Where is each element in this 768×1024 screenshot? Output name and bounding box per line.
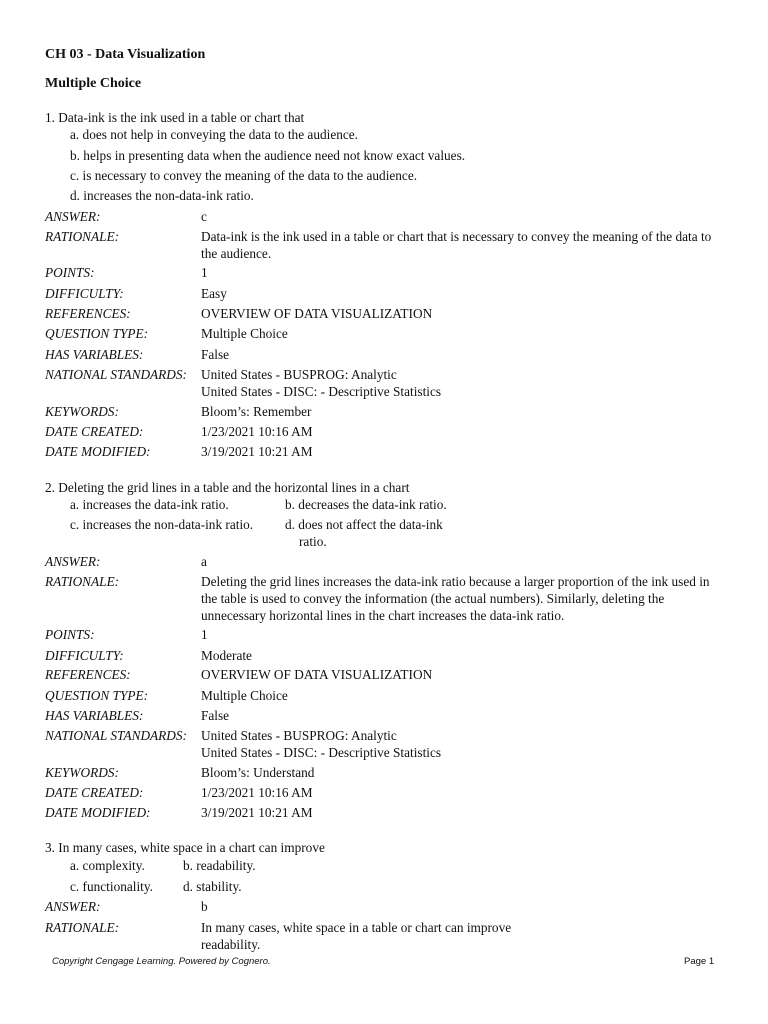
choice-a: a. increases the data-ink ratio. [70,497,229,512]
footer-page-number: Page 1 [684,956,715,967]
date-modified-value: 3/19/2021 10:21 AM [201,444,313,459]
date-modified-label: DATE MODIFIED: [45,444,151,459]
choice-d: d. increases the non-data-ink ratio. [70,188,254,203]
national-standards-value-1: United States - BUSPROG: Analytic [201,367,397,382]
national-standards-label: NATIONAL STANDARDS: [45,728,187,743]
choice-d-text: d. does not affect the data-ink ratio. [285,517,443,549]
choice-a: a. does not help in conveying the data to the audience. [70,127,359,142]
references-value: OVERVIEW OF DATA VISUALIZATION [201,667,433,682]
keywords-value: Bloom’s: Understand [201,765,315,780]
choice-b: b. readability. [183,858,256,873]
keywords-label: KEYWORDS: [45,765,119,780]
rationale-value: Data-ink is the ink used in a table or chart that is necessary to convey the meaning of the data to the audience. [201,229,712,261]
answer-label: ANSWER: [45,554,101,569]
references-label: REFERENCES: [45,306,131,321]
national-standards-value-2: United States - DISC: - Descriptive Statistics [201,384,442,399]
rationale-value: In many cases, white space in a table or chart can improve readability. [201,920,512,952]
points-value: 1 [201,627,208,642]
references-label: REFERENCES: [45,667,131,682]
question-stem: 1. Data-ink is the ink used in a table or chart that [45,110,305,125]
difficulty-value: Moderate [201,648,252,663]
section-title: Multiple Choice [45,76,142,91]
answer-label: ANSWER: [45,899,101,914]
answer-value: b [201,899,208,914]
date-created-value: 1/23/2021 10:16 AM [201,785,313,800]
date-created-label: DATE CREATED: [45,785,144,800]
keywords-value: Bloom’s: Remember [201,404,312,419]
question-type-label: QUESTION TYPE: [45,688,149,703]
rationale-label: RATIONALE: [45,574,120,589]
national-standards-value-1: United States - BUSPROG: Analytic [201,728,397,743]
question-type-value: Multiple Choice [201,326,288,341]
has-variables-label: HAS VARIABLES: [45,347,144,362]
question-type-label: QUESTION TYPE: [45,326,149,341]
choice-c: c. increases the non-data-ink ratio. [70,517,254,532]
date-created-value: 1/23/2021 10:16 AM [201,424,313,439]
rationale-value: Deleting the grid lines increases the data-ink ratio because a larger proportion of the ink used in the table is used to convey the information (the actual numbers). Similarly, deleting the unnecessary horizontal lines in the chart increases the data-ink ratio. [201,574,710,623]
date-modified-label: DATE MODIFIED: [45,805,151,820]
date-created-label: DATE CREATED: [45,424,144,439]
chapter-title: CH 03 - Data Visualization [45,47,206,62]
difficulty-value: Easy [201,286,227,301]
points-value: 1 [201,265,208,280]
points-label: POINTS: [45,265,95,280]
keywords-label: KEYWORDS: [45,404,119,419]
rationale-label: RATIONALE: [45,229,120,244]
has-variables-value: False [201,708,230,723]
references-value: OVERVIEW OF DATA VISUALIZATION [201,306,433,321]
national-standards-label: NATIONAL STANDARDS: [45,367,187,382]
question-stem: 3. In many cases, white space in a chart can improve [45,840,325,855]
answer-value: c [201,209,207,224]
choice-b: b. decreases the data-ink ratio. [285,497,447,512]
footer-copyright: Copyright Cengage Learning. Powered by Cognero. [52,956,271,967]
choice-d [285,516,455,550]
answer-value: a [201,554,207,569]
choice-b: b. helps in presenting data when the audience need not know exact values. [70,148,466,163]
rationale-label: RATIONALE: [45,920,120,935]
answer-label: ANSWER: [45,209,101,224]
question-stem: 2. Deleting the grid lines in a table and the horizontal lines in a chart [45,480,410,495]
points-label: POINTS: [45,627,95,642]
choice-c: c. is necessary to convey the meaning of the data to the audience. [70,168,418,183]
has-variables-label: HAS VARIABLES: [45,708,144,723]
difficulty-label: DIFFICULTY: [45,286,124,301]
national-standards-value-2: United States - DISC: - Descriptive Statistics [201,745,442,760]
date-modified-value: 3/19/2021 10:21 AM [201,805,313,820]
choice-d: d. stability. [183,879,242,894]
choice-c: c. functionality. [70,879,153,894]
question-type-value: Multiple Choice [201,688,288,703]
choice-a: a. complexity. [70,858,145,873]
difficulty-label: DIFFICULTY: [45,648,124,663]
has-variables-value: False [201,347,230,362]
